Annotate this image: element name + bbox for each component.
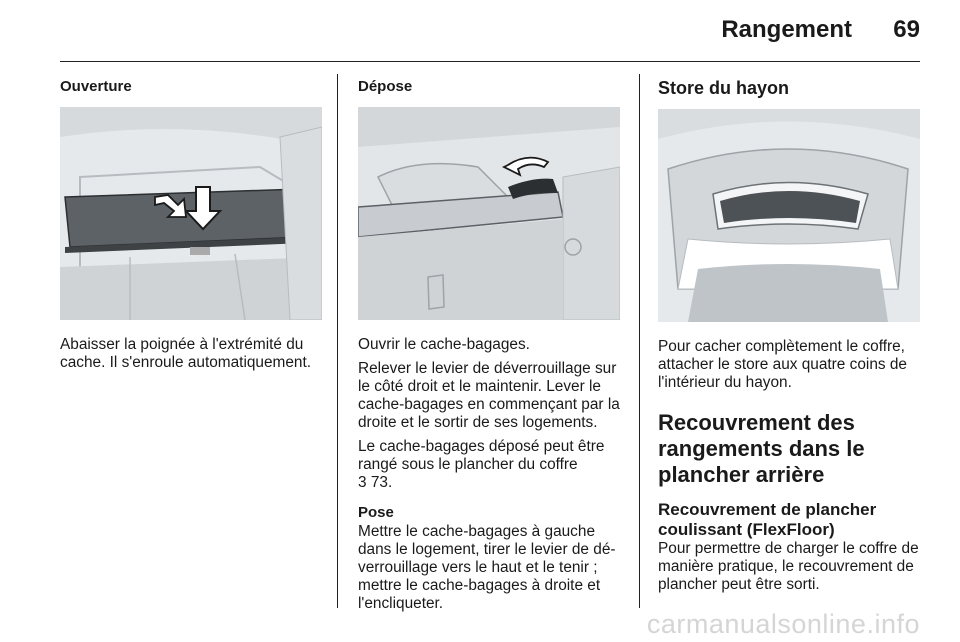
column-divider-1 — [337, 74, 338, 608]
page-header-title: Rangement — [721, 16, 852, 43]
paragraph-flexfloor: Pour permettre de charger le coffre de manière pratique, le recouvrement de plancher peut être sorti. — [658, 540, 919, 593]
column-store-hayon — [658, 74, 920, 600]
page-reference-icon: 3 — [358, 474, 367, 491]
paragraph-ouverture: Abaisser la poignée à l'extrémité du cache. Il s'enroule automatiquement. — [60, 336, 312, 371]
figure-tailgate-blind — [658, 109, 920, 322]
figure-cargo-cover-removal — [358, 107, 620, 320]
paragraph-depose-3 — [358, 438, 620, 492]
column-ouverture — [60, 74, 322, 378]
paragraph-depose-1: Ouvrir le cache-bagages. — [358, 336, 530, 353]
paragraph-store-hayon: Pour cacher complètement le coffre, attacher le store aux quatre coins de l'intérieur du hayon. — [658, 338, 907, 391]
column-depose — [358, 74, 620, 619]
section-heading-ouverture: Ouverture — [60, 78, 132, 95]
section-heading-depose: Dépose — [358, 78, 413, 95]
figure-cargo-cover-open — [60, 107, 322, 320]
section-heading-store-hayon: Store du hayon — [658, 78, 790, 98]
section-heading-recouvrement: Recouvrement des rangements dans le plancher arrière — [658, 410, 865, 487]
paragraph-depose-3-text: Le cache-bagages déposé peut être rangé sous le plancher du coffre — [358, 438, 605, 473]
page-number: 69 — [893, 16, 920, 43]
paragraph-depose-2: Relever le levier de déverrouillage sur le côté droit et le maintenir. Lever le cache-bagages en commençant par la droite et le sortir de ses logements. — [358, 360, 620, 431]
subheading-flexfloor: Recouvrement de plancher coulissant (FlexFloor) — [658, 500, 877, 539]
watermark-text: carmanualsonline.info — [646, 609, 920, 639]
paragraph-pose: Mettre le cache-bagages à gauche dans le logement, tirer le levier de dé-verrouillage vers le haut et le tenir ; mettre le cache-bagages à droite et l'encliqueter. — [358, 523, 616, 612]
section-heading-pose: Pose — [358, 504, 394, 521]
header-rule — [60, 61, 920, 62]
column-divider-2 — [639, 74, 640, 608]
page-reference-number: 73. — [370, 474, 393, 491]
